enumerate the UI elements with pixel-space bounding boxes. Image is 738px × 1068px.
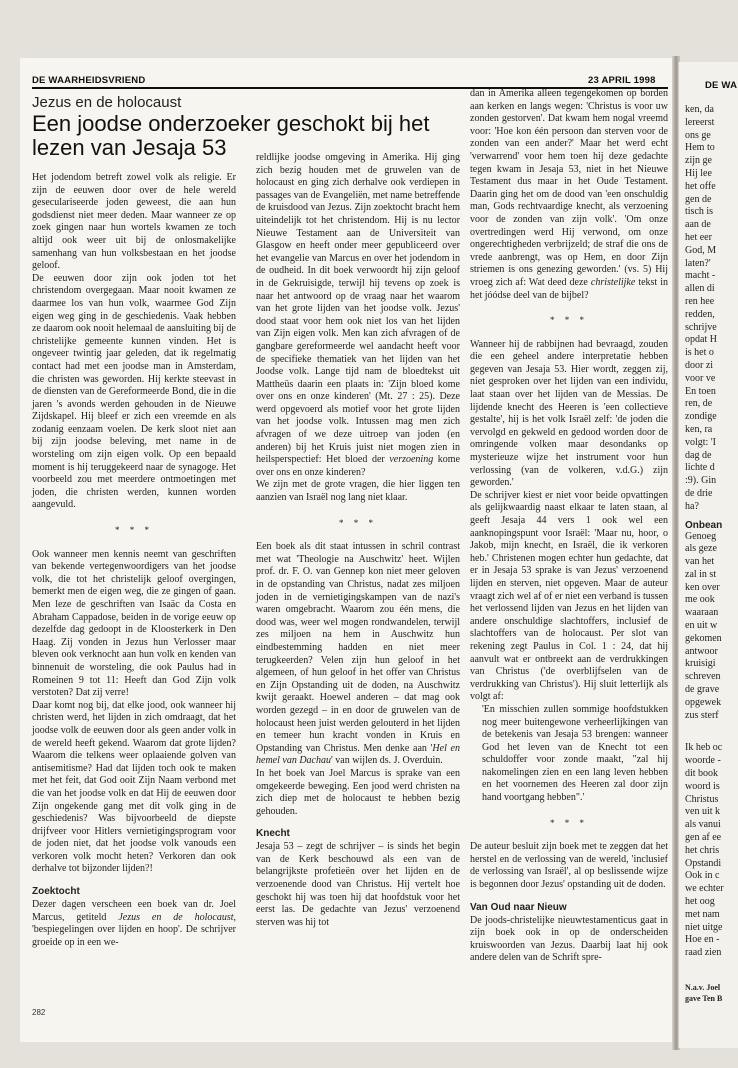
right-page-line: het chris [685,844,720,856]
right-page-line: Hij lee [685,167,712,179]
right-page-line: :9). Gin [685,475,717,487]
right-page-line: ha? [685,500,699,512]
paragraph: De eeuwen door zijn ook joden tot het christendom overgegaan. Maar nooit kwamen ze daarmee los van hun volk, waarmee God Zijn eigen weg ging in de geschiedenis. Vaak hebben ze daarom ook nooit helemaal de aansluiting bij de christelijke gemeente kunnen vinden. Het is ongeveer twintig jaar geleden, dat ik regelmatig contact had met een joodse man in Amsterdam, die christen was geworden. Hij kerkte steevast in de diensten van de Gereformeerde Bond, die in die jaren 's avonds werden gehouden in de Nieuwe Zijdskapel. Hij bleef er zich een vreemde en als zodanig eenzaam voelen. De kerk sloot niet aan bij zijn joodse beleving, met name in de worsteling om zijn eigen volk. Op een bepaald moment is hij teruggekeerd naar de synagoge. Het voorbeeld zou met meerdere ontmoetingen met joden, die christen werden, kunnen worden aangevuld. [32,272,236,511]
right-page-line: is het o [685,347,714,359]
right-page-line: kruisigi [685,658,716,670]
right-page-line: het offe [685,180,716,192]
right-page-line: woorde - [685,755,721,767]
subheading-knecht: Knecht [256,828,290,840]
right-page-line: En toen [685,385,716,397]
right-page-line: schrijve [685,321,717,333]
right-page-line: lichte d [685,462,715,474]
book-title: Hel en hemel van Dachau [256,742,460,767]
emphasis: christelijke [590,276,636,288]
right-page-line: voor ve [685,372,716,384]
right-page-line: gen de [685,193,712,205]
right-page-line: volgt: 'I [685,436,716,448]
right-page-line: redden, [685,308,715,320]
right-page-line: dag de [685,449,712,461]
text: Een boek als dit staat intussen in schril contrast met wat 'Theologie na Auschwitz' heet. Wijlen prof. dr. F. O. van Gennep kon niet meer geloven in de opstanding van Christus, nadat zes miljoen joden in de vernietigingskampen van de nazi's waren omgebracht. Waarom zou één mens, die dood was, weer wel mogen rondwandelen, terwijl zes miljoen na hem in Auschwitz hun eindbestemming hadden en niet meer terugkeerden? Velen zijn hun geloof in het algemeen, of hun geloof in het offer van Christus en Zijn Opstanding uit de doden, na Auschwitz kwijt geraakt. Hoewel anderen – dat mag ook worden gezegd – in en door de gruwelen van de holocaust heen juist werden gelouterd in het lijden en temeer hun kracht vonden in Kruis en Opstanding van Christus. Men denke aan ' [256,541,460,754]
right-page-line: antwoor [685,645,718,657]
right-page-line: de drie [685,487,713,499]
right-page-line: we echter [685,883,724,895]
text: dan in Amerika alleen tegengekomen op borden aan kerken en langs wegen: 'Christus is voor uw zonden gestorven'. Dat kwam hem nogal vreemd voor: 'Hoe kon één persoon dan sterven voor de zonden van een ander?' Maar het werd echt 'verwarrend' voor hem toen hij deze gedachte tegen kwam in Jesaja 53, niet in het Nieuwe Testament dus maar in het Oude Testament. Daarin ging het om de dood van 'een onschuldig man, Gods rechtvaardige knecht, als verzoening voor de zonden van zijn volk'. 'Om onze overtredingen werd Hij verwond, om onze ongerechtigheden verbrijzeld; de straf die ons de vrede aanbrengt, was op Hem, en door Zijn striemen is ons genezing geworden.' (vs. 5) Hij vroeg zich af: Wat deed deze [470,88,668,288]
column-1 [32,172,236,949]
text: Dezer dagen verscheen een boek van dr. Joel Marcus, getiteld [32,899,236,923]
right-page-line: ren, de [685,398,713,410]
right-page-line: laten?' [685,257,711,269]
paragraph [256,152,460,479]
paragraph [256,541,460,768]
paragraph: De auteur besluit zijn boek met te zeggen dat het herstel en de verlossing van de wereld, 'inclusief de verlossing van Israël', al op beslissende wijze is begonnen door Jezus' opstanding uit de doden. [470,841,668,891]
right-page-subheading: Onbean [685,519,723,531]
right-page-line: van het [685,556,715,568]
right-page-header: DE WA [705,80,738,91]
right-page-line: zondige [685,411,717,423]
right-page-line: het oog [685,896,715,908]
text: tekst in het jóódse deel van de bijbel? [470,276,668,301]
right-page-line: niet uitge [685,921,723,933]
column-3 [470,88,668,965]
spacer [685,960,738,982]
right-page-line: waaraan [685,607,719,619]
right-page-line: ons ge [685,129,711,141]
right-page-line: en uit w [685,620,718,632]
section-separator: * * * [115,525,153,536]
right-page-line: Hoe en - [685,934,720,946]
text: reldlijke joodse omgeving in Amerika. Hij ging zich bezig houden met de gruwelen van de holocaust en ging zich derhalve ook verdiepen in passages van de Evangeliën, met name betreffende de kruisdood van Jezus. Zijn zoektocht bracht hem uiteindelijk tot het christendom. Hij is nu lector Nieuwe Testament aan de Universiteit van Glasgow en heeft onder meer gepubliceerd over het evangelie van Marcus en over het jodendom in de oudheid. In dit boek verwoordt hij zijn geloof in de Gekruisigde, terwijl hij tevens op zoek is naar het antwoord op de vraag naar het waarom van het grote lijden van het joodse volk. Jezus' dood staat voor hem ook niet los van het lijden van Zijn eigen volk. Men kan zich afvragen of de gangbare gereformeerde wel aandacht heeft voor de specifieke thematiek van het lijden van het Joodse volk. Lange tijd nam de bloedtekst uit Mattheüs daarin een plaats in: 'Zijn bloed kome over ons en onze kinderen' (Mt. 27 : 25). Deze werd opgevoerd als motief voor het grote lijden van het joodse volk. Intussen mag men zich afvragen of we deze uitroep van joden (en anderen) bij het Kruis juist niet mogen zien in heilsperspectief: Het bloed der [256,152,460,466]
right-page-line: ven uit k [685,806,720,818]
right-page-line: ren hee [685,295,715,307]
right-page-column [685,104,738,1004]
right-page-line: N.a.v. Joel [685,983,721,992]
text: , 'bespiegelingen over lijden en hoop'. De schrijver groeide op in een we- [32,911,236,948]
right-page-line: tisch is [685,206,714,218]
spacer [685,722,738,742]
subheading-van-oud-naar-nieuw: Van Oud naar Nieuw [470,901,567,913]
right-page-line: ken over [685,581,720,593]
right-page-partial [678,62,738,1048]
article-title: Een joodse onderzoeker geschokt bij het lezen van Jesaja 53 [32,111,430,160]
paragraph: In het boek van Joel Marcus is sprake van een omgekeerde beweging. Een jood werd christen na zich diep met de holocaust te hebben bezig gehouden. [256,767,460,817]
issue-date: 23 APRIL 1998 [588,75,656,86]
right-page-line: door zi [685,359,714,371]
paragraph [470,88,668,302]
right-page-line: gekomen [685,632,722,644]
quotation: 'En misschien zullen sommige hoofdstukken nog meer buitengewone verheerlijkingen van de betekenis van Jesaja 53 brengen: wanneer God het leven van de Knecht tot een schuldoffer voor zonde maakt, "zal hij nakomelingen zien en een lang leven hebben en het voornemen des Heeren zal door zijn hand voortgang hebben".' [482,703,668,804]
right-page-line: Opstandi [685,857,722,869]
right-page-line: als geze [685,543,717,555]
page-number: 282 [32,1008,46,1017]
emphasis: verzoening [389,454,434,466]
right-page-line: me ook [685,594,715,606]
paragraph [32,899,236,949]
right-page-line: woord is [685,780,720,792]
right-page-line: macht - [685,270,716,282]
magazine-name: DE WAARHEIDSVRIEND [32,75,146,86]
right-page-line: opgewek [685,696,722,708]
paragraph: Ook wanneer men kennis neemt van geschriften van bekende vertegenwoordigers van het joodse volk, die tot het christelijk geloof overgingen, bemerkt men de eigen weg, die ze gingen of gaan. Men leze de geschriften van Isaäc da Costa en Abraham Cappadose, beiden in de vorige eeuw op dezelfde dag gedoopt in de Kloosterkerk in Den Haag. Zij vonden in Jezus hun Verlosser maar bleven ook verknocht aan hun volk en kenden van binnenuit de worsteling, die ook Paulus had in Romeinen 9 tot 11: Heeft dan God Zijn volk verstoten? Dat zij verre! [32,548,236,699]
right-page-line: Christus [685,793,719,805]
book-title: Jezus en de holocaust [118,911,234,923]
paragraph: We zijn met de grote vragen, die hier liggen ten aanzien van Israël nog lang niet klaar. [256,479,460,504]
right-page-line: schreven [685,671,721,683]
paragraph: Daar komt nog bij, dat elke jood, ook wanneer hij christen werd, het lijden in zich omdraagt, dat het joodse volk de eeuwen door als geen ander volk in de wereld heeft gekend. Waarom dat grote lijden? Waarom die telkens weer oplaaiende golven van antisemitisme? Had dat lijden toch ook te maken met het feit, dat God ooit Zijn Naam verbond met die van het joodse volk en dat Hij de eeuwen door Zijn ongekende gang met dit volk ging in de geschiedenis? Was bijvoorbeeld de diepste drijfveer voor Hitlers vernietigingsprogram voor de joden niet, dat het joodse volk vanouds een verkoren volk mocht heten? Verkoren dan ook derhalve tot bijzonder lijden?! [32,699,236,875]
right-page-line: opdat H [685,334,717,346]
paragraph: Het jodendom betreft zowel volk als religie. Er zijn de eeuwen door over de hele wereld geseculariseerde joden geweest, die aan hun godsdienst niet meer deden. Maar wanneer ze op zoek gingen naar hun wortels kwamen ze toch altijd ook weer uit bij de onlosmakelijke samenhang van hun volksbestaan en het joodse geloof. [32,172,236,272]
right-page-line: ken, ra [685,423,713,435]
article-kicker: Jezus en de holocaust [32,94,182,111]
right-page-line: Ook in c [685,870,720,882]
right-page-line: ken, da [685,104,714,115]
right-page-line: zus sterf [685,709,719,721]
right-page-line: Hem to [685,142,715,154]
paragraph: Jesaja 53 – zegt de schrijver – is sinds het begin van de Kerk beschouwd als een van de belangrijkste profetieën over het lijden en de verzoenende dood van Christus. Hij vertelt hoe geschokt hij was toen hij dat hoofdstuk voor het eerst las. De gedachte van Jezus' verzoenend sterven was hij tot [256,841,460,928]
right-page-line: zijn ge [685,155,712,167]
subheading-zoektocht: Zoektocht [32,886,80,898]
right-page-line: allen di [685,283,715,295]
right-page-line: Ik heb oc [685,742,723,754]
section-separator: * * * [550,315,588,326]
right-page-line: met nam [685,908,720,920]
right-page-line: lereerst [685,116,715,128]
right-page-line: het eer [685,231,712,243]
text: kome over ons en onze kinderen? [256,454,461,478]
right-page-line: aan de [685,219,711,231]
section-separator: * * * [550,817,588,828]
text: ' van wijlen ds. J. Overduin. [330,755,443,767]
right-page-line: zal in st [685,568,717,580]
right-page-line: raad zien [685,947,722,959]
right-page-line: Genoeg [685,530,717,542]
right-page-line: dit book [685,768,719,780]
section-separator: * * * [339,517,377,528]
right-page-line: God, M [685,244,717,256]
paragraph: Wanneer hij de rabbijnen had bevraagd, zouden die een geheel andere interpretatie hebben gegeven van Jesaja 53. Hier wordt, zeggen zij, niet gesproken over het lijden van een individu, laat staan over het lijden van de Messias. De lijdende knecht des Heeren is 'een collectieve gestalte', hij is het volk Israël zelf: 'de joden die vervolgd en gekweld en gedood worden door de omringende volken maar desondanks op mysterieuze wijze het instrument voor hun verlossing (van de volkeren, v.d.G.) zijn geworden.' [470,338,668,489]
right-page-line: gen af ee [685,832,722,844]
right-page-line: gave Ten B [685,994,723,1003]
right-page-line: de grave [685,684,720,696]
paragraph: De schrijver kiest er niet voor beide opvattingen als gelijkwaardig naast elkaar te laten staan, al geeft Jesaja 44 vers 1 ook wel een aanknopingspunt voor Israël: 'Maar nu, hoor, o Jakob, mijn knecht, en Israël, die ik verkoren heb.' Christenen mogen echter hun gedachte, dat er in Jesaja 53 sprake is van Jezus' verzoenend lijden en sterven, niet opgeven. Maar de auteur vraagt zich wel af of er niet een verband is tussen het verlossend lijden van Jezus en het lijden van andere onschuldige slachtoffers, inclusief de slachtoffers van de holocaust. Per slot van rekening zegt Paulus in Col. 1 : 24, dat hij aanvult wat er ontbreekt aan de verdrukkingen van Christus ('de overblijfselen van de verdrukking van Christus'). Hij sluit letterlijk als volgt af: [470,489,668,703]
right-page-line: als vanui [685,819,721,831]
paragraph: De joods-christelijke nieuwtestamenticus gaat in zijn boek ook in op de onderscheiden kruiswoorden van Jezus. Daarbij laat hij ook andere delen van de Schrift spre- [470,914,668,964]
column-2 [256,152,460,929]
